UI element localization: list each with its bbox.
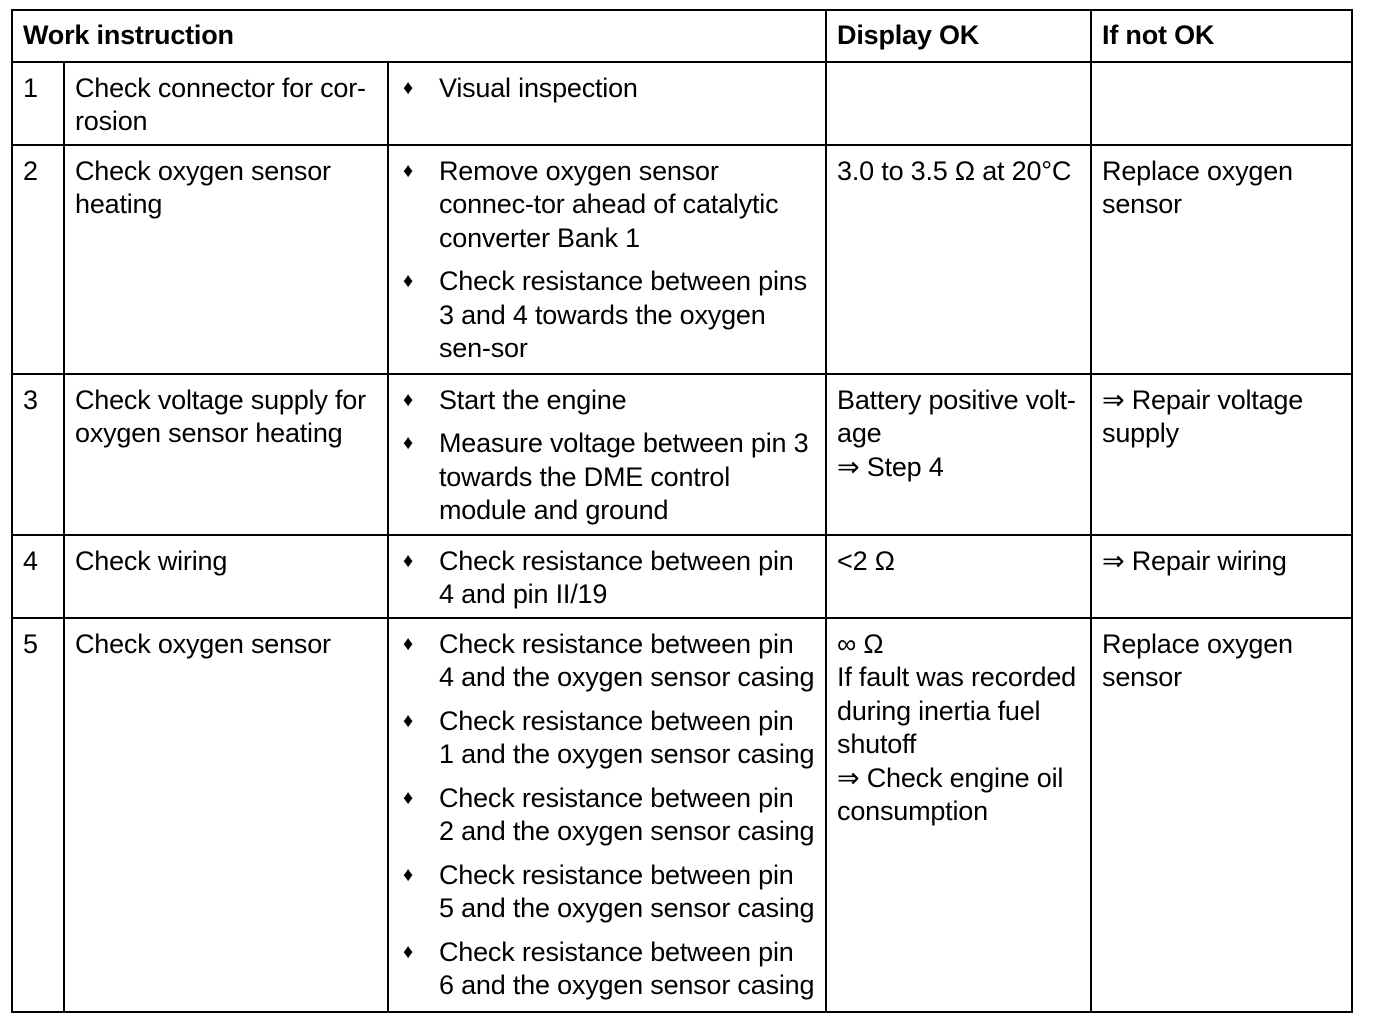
procedure-list xyxy=(399,155,815,366)
procedure-step xyxy=(399,936,815,1003)
procedure-step xyxy=(399,265,815,366)
header-display-ok: Display OK xyxy=(826,10,1091,62)
diamond-bullet-icon: ♦ xyxy=(403,940,414,963)
header-work-instruction: Work instruction xyxy=(12,10,826,62)
step-number: 5 xyxy=(12,618,64,1012)
procedure-step-text: Check resistance between pin 4 and pin II/19 xyxy=(439,545,794,609)
if-not-ok-cell: ⇒ Repair wiring xyxy=(1091,535,1352,618)
procedure-step xyxy=(399,72,815,106)
task-cell: Check oxygen sensor xyxy=(64,618,388,1012)
display-ok-text: 3.0 to 3.5 Ω at 20°C xyxy=(837,155,1072,186)
diamond-bullet-icon: ♦ xyxy=(403,388,414,411)
procedure-step xyxy=(399,859,815,926)
header-row xyxy=(12,10,1352,62)
step-number: 2 xyxy=(12,145,64,374)
if-not-ok-cell: Replace oxygen sensor xyxy=(1091,145,1352,374)
display-ok-cell xyxy=(826,62,1091,145)
step-number: 3 xyxy=(12,374,64,535)
display-ok-text: ⇒ Check engine oil consumption xyxy=(837,762,1064,826)
diamond-bullet-icon: ♦ xyxy=(403,709,414,732)
diamond-bullet-icon: ♦ xyxy=(403,549,414,572)
procedure-list xyxy=(399,628,815,1003)
procedure-step-text: Check resistance between pin 6 and the oxygen sensor casing xyxy=(439,936,815,1000)
procedure-step-text: Visual inspection xyxy=(439,72,638,103)
work-instruction-table xyxy=(11,9,1353,1013)
task-cell: Check voltage supply for oxygen sensor heating xyxy=(64,374,388,535)
procedure-cell xyxy=(388,374,826,535)
step-number: 4 xyxy=(12,535,64,618)
diamond-bullet-icon: ♦ xyxy=(403,863,414,886)
procedure-step-text: Check resistance between pin 4 and the oxygen sensor casing xyxy=(439,628,815,692)
header-if-not-ok: If not OK xyxy=(1091,10,1352,62)
procedure-cell xyxy=(388,535,826,618)
procedure-list xyxy=(399,384,815,528)
diamond-bullet-icon: ♦ xyxy=(403,76,414,99)
diamond-bullet-icon: ♦ xyxy=(403,786,414,809)
display-ok-text: Battery positive volt-age xyxy=(837,384,1076,448)
display-ok-text: ⇒ Step 4 xyxy=(837,451,944,482)
procedure-step-text: Check resistance between pin 1 and the oxygen sensor casing xyxy=(439,705,815,769)
diamond-bullet-icon: ♦ xyxy=(403,432,414,454)
step-number: 1 xyxy=(12,62,64,145)
if-not-ok-cell: ⇒ Repair voltage supply xyxy=(1091,374,1352,535)
procedure-step xyxy=(399,155,815,256)
procedure-step xyxy=(399,705,815,772)
task-cell: Check connector for cor-rosion xyxy=(64,62,388,145)
display-ok-text: If fault was recorded during inertia fuel shutoff xyxy=(837,662,1076,759)
table-row xyxy=(12,535,1352,618)
display-ok-cell xyxy=(826,374,1091,535)
procedure-list xyxy=(399,545,815,612)
display-ok-text: ∞ Ω xyxy=(837,628,884,659)
procedure-step-text: Check resistance between pin 2 and the oxygen sensor casing xyxy=(439,782,815,846)
procedure-list xyxy=(399,72,815,106)
diamond-bullet-icon: ♦ xyxy=(403,270,414,292)
table-row xyxy=(12,145,1352,374)
if-not-ok-cell xyxy=(1091,62,1352,145)
procedure-step-text: Check resistance between pin 5 and the oxygen sensor casing xyxy=(439,859,815,923)
procedure-step xyxy=(399,782,815,849)
table-body xyxy=(12,62,1352,1012)
diamond-bullet-icon: ♦ xyxy=(403,159,414,182)
table-row xyxy=(12,618,1352,1012)
task-cell: Check wiring xyxy=(64,535,388,618)
task-cell: Check oxygen sensor heating xyxy=(64,145,388,374)
display-ok-cell xyxy=(826,535,1091,618)
display-ok-cell xyxy=(826,145,1091,374)
procedure-step xyxy=(399,545,815,612)
display-ok-text: <2 Ω xyxy=(837,545,895,576)
procedure-step xyxy=(399,427,815,528)
display-ok-cell xyxy=(826,618,1091,1012)
procedure-step-text: Measure voltage between pin 3 towards the DME control module and ground xyxy=(439,428,809,525)
procedure-step-text: Start the engine xyxy=(439,384,627,415)
diamond-bullet-icon: ♦ xyxy=(403,632,414,655)
procedure-step xyxy=(399,384,815,418)
procedure-cell xyxy=(388,145,826,374)
procedure-step-text: Check resistance between pins 3 and 4 towards the oxygen sen-sor xyxy=(439,266,807,363)
if-not-ok-cell: Replace oxygen sensor xyxy=(1091,618,1352,1012)
table-row xyxy=(12,374,1352,535)
procedure-cell xyxy=(388,62,826,145)
procedure-step xyxy=(399,628,815,695)
table-row xyxy=(12,62,1352,145)
procedure-step-text: Remove oxygen sensor connec-tor ahead of catalytic converter Bank 1 xyxy=(439,155,779,253)
procedure-cell xyxy=(388,618,826,1012)
